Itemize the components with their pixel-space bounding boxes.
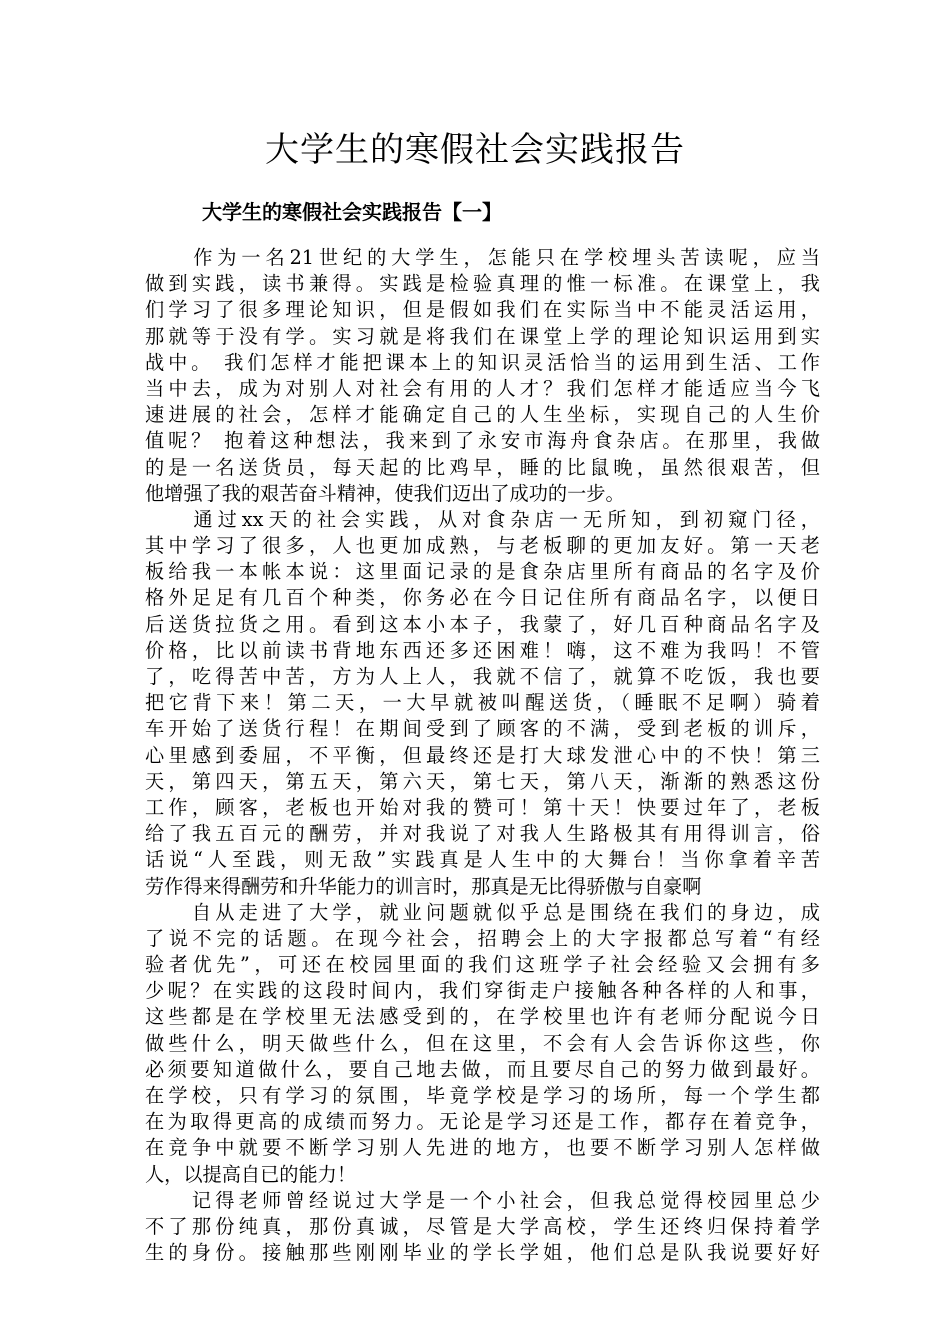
body-line: 了说不完的话题。在现今社会，招聘会上的大字报都总写着“有经 xyxy=(145,926,820,950)
body-line: 速进展的社会，怎样才能确定自己的人生坐标，实现自己的人生价 xyxy=(145,403,820,427)
body-line: 必须要知道做什么，要自己地去做，而且要尽自己的努力做到最好。 xyxy=(145,1057,820,1081)
body-line: 那就等于没有学。实习就是将我们在课堂上学的理论知识运用到实 xyxy=(145,324,820,348)
body-line: 做些什么，明天做些什么，但在这里，不会有人会告诉你这些，你 xyxy=(145,1031,820,1055)
body-line: 人，以提高自已的能力！ xyxy=(145,1162,357,1186)
body-line: 格外足足有几百个种类，你务必在今日记住所有商品名字，以便日 xyxy=(145,586,820,610)
body-line: 自从走进了大学，就业问题就似乎总是围绕在我们的身边，成 xyxy=(145,900,820,924)
body-line: 战中。 我们怎样才能把课本上的知识灵活恰当的运用到生活、工作 xyxy=(145,350,820,374)
body-line: 心里感到委屈，不平衡，但最终还是打大球发泄心中的不快！第三 xyxy=(145,743,820,767)
body-line: 作为一名21世纪的大学生，怎能只在学校埋头苦读呢，应当 xyxy=(145,246,820,269)
body-line: 生的身份。接触那些刚刚毕业的学长学姐，他们总是队我说要好好 xyxy=(145,1241,820,1265)
body-line: 了，吃得苦中苦，方为人上人，我就不信了，就算不吃饭，我也要 xyxy=(145,665,820,688)
body-line: 在学校，只有学习的氛围，毕竟学校是学习的场所，每一个学生都 xyxy=(145,1084,820,1107)
body-line: 其中学习了很多，人也更加成熟，与老板聊的更加友好。第一天老 xyxy=(145,534,820,558)
body-line: 这些都是在学校里无法感受到的，在学校里也许有老师分配说今日 xyxy=(145,1005,820,1029)
document-title: 大学生的寒假社会实践报告 xyxy=(265,130,685,170)
body-line: 的是一名送货员，每天起的比鸡早，睡的比鼠晚，虽然很艰苦，但 xyxy=(145,455,820,479)
body-line: 当中去，成为对别人对社会有用的人才？我们怎样才能适应当今飞 xyxy=(145,376,820,400)
body-line: 工作，顾客，老板也开始对我的赞可！第十天！快要过年了，老板 xyxy=(145,795,820,819)
body-line: 话说“人至践，则无敌”实践真是人生中的大舞台！当你拿着辛苦 xyxy=(145,848,820,872)
body-line: 验者优先”，可还在校园里面的我们这班学子社会经验又会拥有多 xyxy=(145,953,820,977)
body-line: 天，第四天，第五天，第六天，第七天，第八天，渐渐的熟悉这份 xyxy=(145,769,820,793)
body-line: 板给我一本帐本说：这里面记录的是食杂店里所有商品的名字及价 xyxy=(145,560,820,584)
body-line: 不了那份纯真，那份真诚，尽管是大学高校，学生还终归保持着学 xyxy=(145,1214,820,1238)
body-line: 通过xx天的社会实践，从对食杂店一无所知，到初窥门径， xyxy=(145,507,820,531)
body-line: 在竞争中就要不断学习别人先进的地方，也要不断学习别人怎样做 xyxy=(145,1136,820,1160)
body-line: 劳作得来得酬劳和升华能力的训言时，那真是无比得骄傲与自豪啊 xyxy=(145,874,702,898)
body-line: 做到实践，读书兼得。实践是检验真理的惟一标准。在课堂上，我 xyxy=(145,272,820,296)
body-line: 车开始了送货行程！在期间受到了顾客的不满，受到老板的训斥， xyxy=(145,717,820,741)
body-line: 价格，比以前读书背地东西还多还困难！嗨，这不难为我吗！不管 xyxy=(145,638,820,662)
body-line: 值呢？ 抱着这种想法，我来到了永安市海舟食杂店。在那里，我做 xyxy=(145,429,820,453)
body-line: 们学习了很多理论知识，但是假如我们在实际当中不能灵活运用， xyxy=(145,298,820,322)
body-line: 记得老师曾经说过大学是一个小社会，但我总觉得校园里总少 xyxy=(145,1188,820,1212)
body-line: 给了我五百元的酬劳，并对我说了对我人生路极其有用得训言，俗 xyxy=(145,822,820,846)
body-line: 在为取得更高的成绩而努力。无论是学习还是工作，都存在着竞争， xyxy=(145,1110,820,1134)
body-line: 少呢？在实践的这段时间内，我们穿街走户接触各种各样的人和事， xyxy=(145,979,820,1003)
body-line: 后送货拉货之用。看到这本小本子，我蒙了，好几百种商品名字及 xyxy=(145,612,820,636)
document-body xyxy=(145,245,820,1266)
body-line: 把它背下来！第二天，一大早就被叫醒送货，（睡眠不足啊）骑着 xyxy=(145,691,820,715)
document-subtitle: 大学生的寒假社会实践报告【一】 xyxy=(202,200,502,224)
body-line: 他增强了我的艰苦奋斗精神，使我们迈出了成功的一步。 xyxy=(145,481,625,505)
